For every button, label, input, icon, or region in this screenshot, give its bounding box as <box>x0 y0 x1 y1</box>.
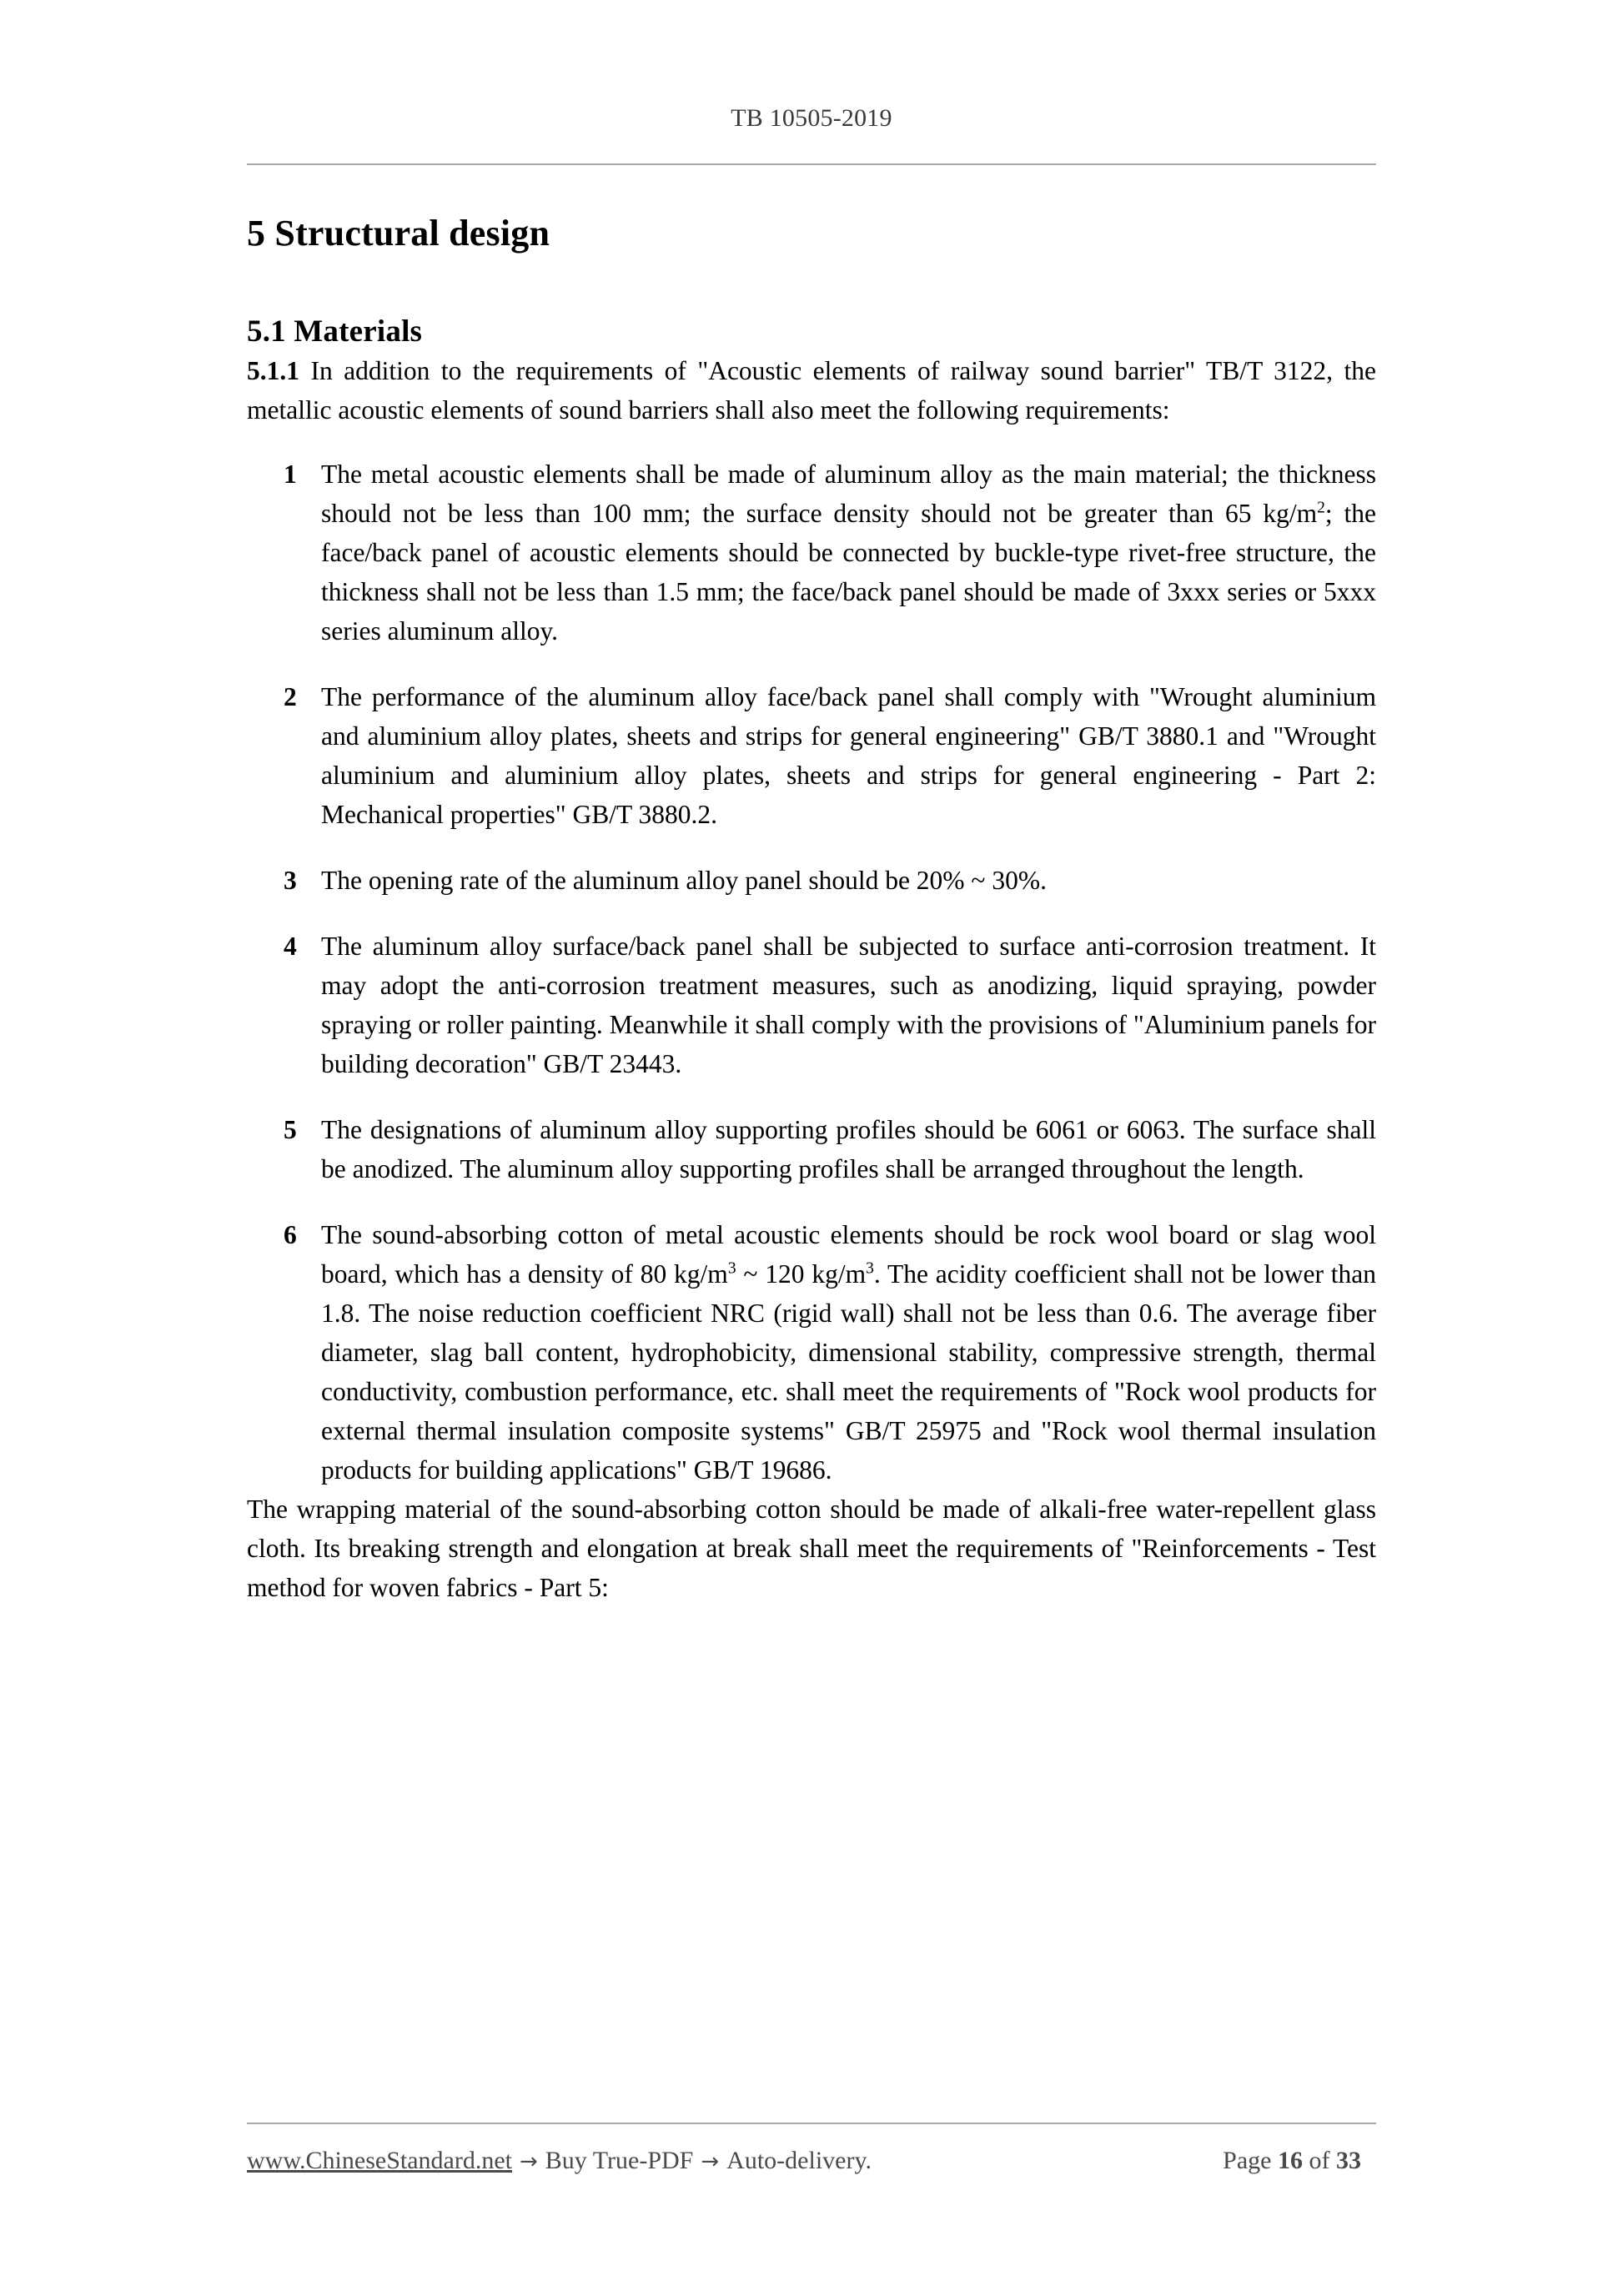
document-content <box>247 210 1376 1607</box>
clause-intro-text: In addition to the requirements of "Acoustic elements of railway sound barrier" TB/T 3122, the metallic acoustic elements of sound barriers shall also meet the following requirements: <box>247 356 1376 425</box>
list-item <box>247 1215 1376 1490</box>
list-item <box>247 677 1376 834</box>
superscript-unit-exponent: 3 <box>727 1259 736 1278</box>
superscript-unit-exponent: 2 <box>1317 499 1325 517</box>
requirements-list <box>247 455 1376 1490</box>
footer-promo-buy-pdf: Buy True-PDF <box>545 2147 694 2174</box>
footer-promo-auto-delivery: Auto-delivery. <box>726 2147 872 2174</box>
list-item-text-part2: ~ 120 kg/m <box>736 1259 867 1289</box>
of-label: of <box>1309 2147 1330 2174</box>
list-item-text-part1: The performance of the aluminum alloy face/back panel shall comply with "Wrought aluminium and aluminium alloy plates, sheets and strips for general engineering" GB/T 3880.1 and "Wrought aluminium and aluminium alloy plates, sheets and strips for general engineering - Part 2: Mechanical properties" GB/T 3880.2. <box>321 682 1376 830</box>
page-footer <box>247 2144 1376 2177</box>
subsection-heading-5-1: 5.1 Materials <box>247 314 423 349</box>
section-heading-5: 5 Structural design <box>247 213 550 254</box>
arrow-right-icon: → <box>520 2149 538 2174</box>
standard-code-header: TB 10505-2019 <box>731 104 892 132</box>
page-header <box>247 103 1376 133</box>
list-item-marker: 5 <box>284 1115 297 1145</box>
page-label: Page <box>1223 2147 1272 2174</box>
list-item-text-part1: The opening rate of the aluminum alloy panel should be 20% ~ 30%. <box>321 866 1047 896</box>
list-item-marker: 1 <box>284 460 297 490</box>
list-item <box>247 455 1376 651</box>
list-item-marker: 6 <box>284 1220 297 1250</box>
clause-number-label: 5.1.1 <box>247 356 299 386</box>
footer-divider <box>247 2123 1376 2124</box>
header-divider <box>247 163 1376 165</box>
superscript-unit-exponent: 3 <box>866 1259 874 1278</box>
closing-paragraph: The wrapping material of the sound-absorbing cotton should be made of alkali-free water-repellent glass cloth. Its breaking strength and elongation at break shall meet the requirements of "Reinforcements - Test method for woven fabrics - Part 5: <box>247 1495 1376 1603</box>
list-item <box>247 927 1376 1083</box>
list-item <box>247 1110 1376 1188</box>
footer-promo-group <box>247 2144 872 2177</box>
clause-5-1-1-paragraph <box>247 351 1376 430</box>
list-item-text-part1: The designations of aluminum alloy supporting profiles should be 6061 or 6063. The surface shall be anodized. The aluminum alloy supporting profiles shall be arranged throughout the length. <box>321 1115 1376 1184</box>
list-item-marker: 4 <box>284 932 297 962</box>
list-item-text-part1: The sound-absorbing cotton of metal acoustic elements should be rock wool board or slag wool board, which has a density of 80 kg/m <box>321 1220 1376 1289</box>
list-item-marker: 2 <box>284 682 297 712</box>
arrow-right-icon: → <box>701 2149 720 2174</box>
list-item-text-part1: The metal acoustic elements shall be made of aluminum alloy as the main material; the thickness should not be less than 100 mm; the surface density should not be greater than 65 kg/m <box>321 460 1376 529</box>
page-number-group <box>1223 2144 1376 2177</box>
website-link[interactable]: www.ChineseStandard.net <box>247 2147 512 2174</box>
list-item-text-part1: The aluminum alloy surface/back panel shall be subjected to surface anti-corrosion treatment. It may adopt the anti-corrosion treatment measures, such as anodizing, liquid spraying, powder spraying or roller painting. Meanwhile it shall comply with the provisions of "Aluminium panels for building decoration" GB/T 23443. <box>321 932 1376 1079</box>
total-page-number: 33 <box>1336 2147 1361 2174</box>
list-item-text-part2: ; the face/back panel of acoustic elements should be connected by buckle-type rivet-free structure, the thickness shall not be less than 1.5 mm; the face/back panel should be made of 3xxx series or 5xxx series aluminum alloy. <box>321 499 1376 646</box>
list-item-marker: 3 <box>284 866 297 896</box>
current-page-number: 16 <box>1278 2147 1303 2174</box>
list-item-text-part3: . The acidity coefficient shall not be lower than 1.8. The noise reduction coefficient NRC (rigid wall) shall not be less than 0.6. The average fiber diameter, slag ball content, hydrophobicity, dimensional stability, compressive strength, thermal conductivity, combustion performance, etc. shall meet the requirements of "Rock wool products for external thermal insulation composite systems" GB/T 25975 and "Rock wool thermal insulation products for building applications" GB/T 19686. <box>321 1259 1376 1485</box>
list-item <box>247 861 1376 900</box>
